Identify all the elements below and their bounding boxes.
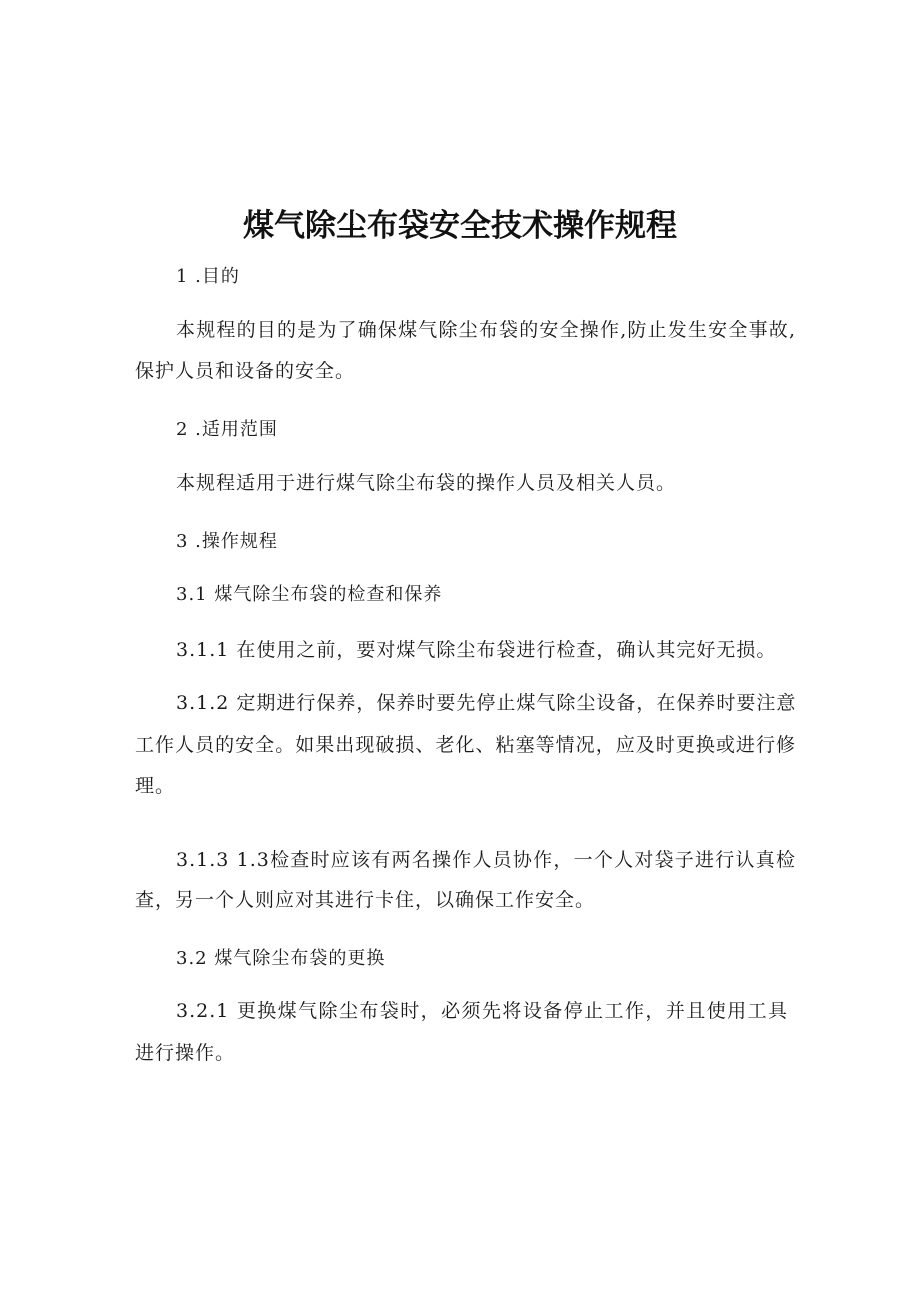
clause-3-1-2-line-3: 理。 [135,775,176,797]
clause-3-2-1-line-1: 3.2.1 更换煤气除尘布袋时，必须先将设备停止工作，并且使用工具 [176,1000,788,1022]
clause-3-1-3-line-1: 3.1.3 1.3检查时应该有两名操作人员协作，一个人对袋子进行认真检 [176,849,796,871]
section-1-heading: 1 .目的 [176,266,240,287]
section-2-heading: 2 .适用范围 [176,419,278,440]
clause-3-1-3-line-2: 查，另一个人则应对其进行卡住，以确保工作安全。 [135,889,596,911]
section-1-paragraph-line-1: 本规程的目的是为了确保煤气除尘布袋的安全操作,防止发生安全事故, [176,319,796,341]
section-3-heading: 3 .操作规程 [176,531,278,552]
section-2-paragraph: 本规程适用于进行煤气除尘布袋的操作人员及相关人员。 [176,472,677,494]
clause-3-1-2-line-2: 工作人员的安全。如果出现破损、老化、粘塞等情况，应及时更换或进行修 [135,734,796,756]
section-1-paragraph-line-2: 保护人员和设备的安全。 [135,360,356,382]
clause-3-1-1: 3.1.1 在使用之前，要对煤气除尘布袋进行检查，确认其完好无损。 [176,639,777,661]
clause-3-1-2-line-1: 3.1.2 定期进行保养，保养时要先停止煤气除尘设备，在保养时要注意 [176,692,797,714]
section-3-2-heading: 3.2 煤气除尘布袋的更换 [176,948,386,969]
document-title: 煤气除尘布袋安全技术操作规程 [243,208,677,244]
section-3-1-heading: 3.1 煤气除尘布袋的检查和保养 [176,584,443,605]
clause-3-2-1-line-2: 进行操作。 [135,1042,236,1064]
